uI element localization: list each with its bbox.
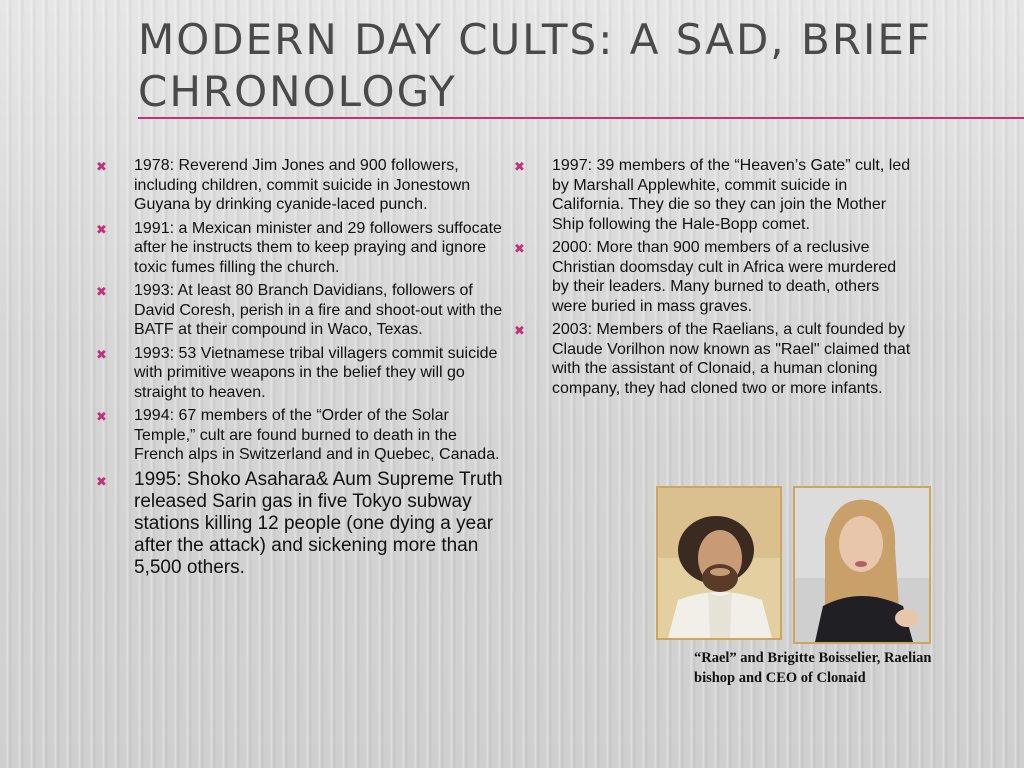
list-item xyxy=(96,281,506,340)
x-mark-icon: ✖ xyxy=(96,159,107,174)
list-item-text: 1991: a Mexican minister and 29 followers suffocate after he instructs them to keep praying and ignore toxic fumes filling the church. xyxy=(134,219,502,276)
x-mark-icon: ✖ xyxy=(514,241,525,256)
x-mark-icon: ✖ xyxy=(96,221,107,237)
rael-portrait xyxy=(658,488,780,638)
x-mark-icon: ✖ xyxy=(96,346,107,362)
list-item-text: 2000: More than 900 members of a reclusive Christian doomsday cult in Africa were murdered by their leaders. Many burned to death, others were buried in mass graves. xyxy=(552,239,897,315)
x-mark-icon: ✖ xyxy=(514,323,525,338)
list-item-text: 1994: 67 members of the “Order of the Solar Temple,” cult are found burned to death in the French alps in Switzerland and in Quebec, Canada. xyxy=(134,407,500,463)
list-item xyxy=(96,156,506,215)
slide-title xyxy=(138,14,998,118)
list-item xyxy=(96,219,506,278)
right-bullet-list xyxy=(514,156,914,402)
list-item xyxy=(514,320,914,398)
x-mark-icon: ✖ xyxy=(96,409,107,424)
list-item xyxy=(96,469,506,579)
list-item xyxy=(514,156,914,234)
x-mark-icon: ✖ xyxy=(514,159,525,174)
brigitte-portrait xyxy=(795,488,929,642)
left-bullet-list xyxy=(96,156,506,583)
list-item-text: 1978: Reverend Jim Jones and 900 followers, including children, commit suicide in Jonestown Guyana by drinking cyanide-laced punch. xyxy=(134,157,471,213)
photo-caption: “Rael” and Brigitte Boisselier, Raelian bishop and CEO of Clonaid xyxy=(694,650,932,686)
list-item xyxy=(96,344,506,403)
list-item-text: 1993: At least 80 Branch Davidians, followers of David Coresh, perish in a fire and shoot-out with the BATF at their compound in Waco, Texas. xyxy=(134,282,503,338)
x-mark-icon: ✖ xyxy=(96,473,107,489)
list-item-text: 1995: Shoko Asahara& Aum Supreme Truth released Sarin gas in five Tokyo subway stations killing 12 people (one dying a year after the attack) and sickening more than 5,500 others. xyxy=(134,468,503,578)
x-mark-icon: ✖ xyxy=(96,284,107,299)
brigitte-photo xyxy=(793,486,931,644)
list-item-text: 2003: Members of the Raelians, a cult founded by Claude Vorilhon now known as "Rael" claimed that with the assistant of Clonaid, a human cloning company, they had cloned two or more infants. xyxy=(552,321,911,397)
title-underline xyxy=(138,117,1024,119)
list-item-text: 1997: 39 members of the “Heaven’s Gate” cult, led by Marshall Applewhite, commit suicide in California. They die so they can join the Mother Ship following the Hale-Bopp comet. xyxy=(552,157,911,233)
slide-title-line-2: CHRONOLOGY xyxy=(138,67,457,116)
slide-title-line-1: MODERN DAY CULTS: A SAD, BRIEF xyxy=(138,15,933,64)
list-item-text: 1993: 53 Vietnamese tribal villagers commit suicide with primitive weapons in the belief they will go straight to heaven. xyxy=(134,344,498,401)
list-item xyxy=(514,238,914,316)
list-item xyxy=(96,406,506,465)
rael-photo xyxy=(656,486,782,640)
